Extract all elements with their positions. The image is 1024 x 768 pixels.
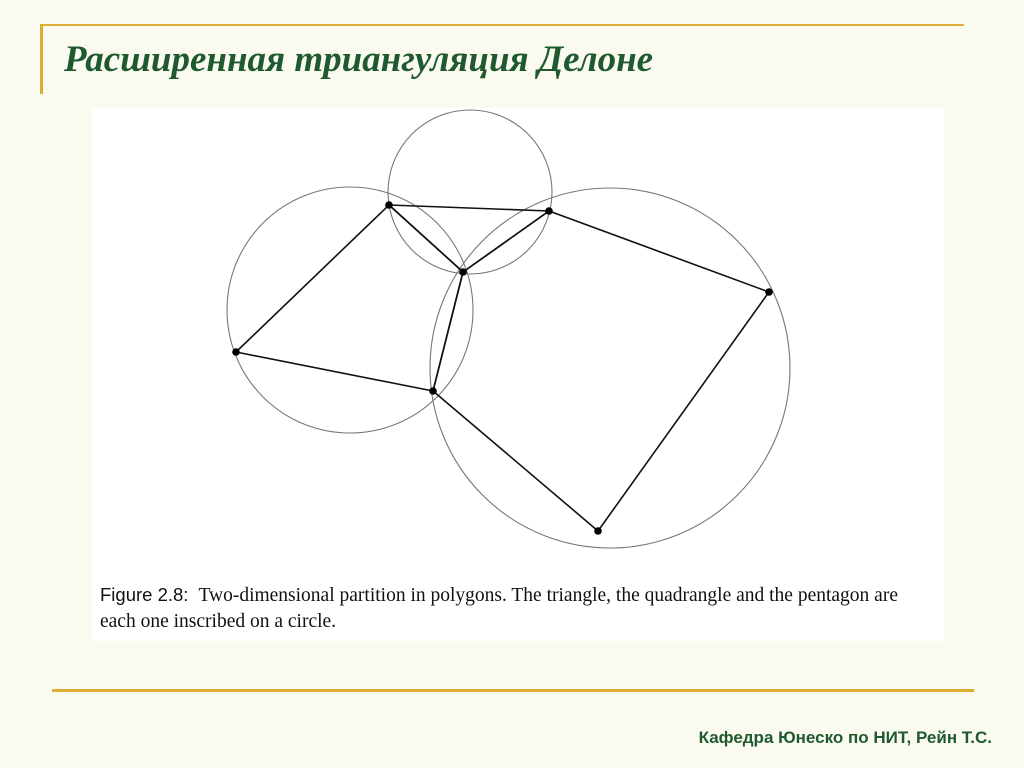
quadrangle-edges	[236, 205, 463, 391]
quadrangle-circumcircle	[227, 187, 473, 433]
circumcircles	[227, 110, 790, 548]
caption-text: Two-dimensional partition in polygons. The triangle, the quadrangle and the pentagon are each one inscribed on a circle.	[100, 585, 898, 632]
left-decorative-rule	[40, 24, 43, 94]
pentagon-circumcircle	[430, 188, 790, 548]
pentagon-edges	[433, 211, 769, 531]
delaunay-diagram	[92, 108, 944, 641]
vertex	[459, 268, 467, 276]
vertex	[385, 201, 393, 209]
triangle-edges	[389, 205, 549, 272]
figure-panel	[92, 108, 944, 641]
slide-title: Расширенная триангуляция Делоне	[64, 39, 654, 80]
vertex	[765, 288, 773, 296]
polygon-edges	[236, 205, 769, 531]
caption-label: Figure 2.8:	[100, 584, 189, 605]
figure-caption	[100, 582, 926, 635]
top-decorative-rule	[42, 24, 964, 26]
vertex	[232, 348, 240, 356]
slide-footer: Кафедра Юнеско по НИТ, Рейн Т.С.	[698, 728, 992, 747]
triangle-circumcircle	[388, 110, 552, 274]
vertex	[545, 207, 553, 215]
vertex	[594, 527, 602, 535]
bottom-decorative-rule	[52, 689, 974, 692]
vertex	[429, 387, 437, 395]
